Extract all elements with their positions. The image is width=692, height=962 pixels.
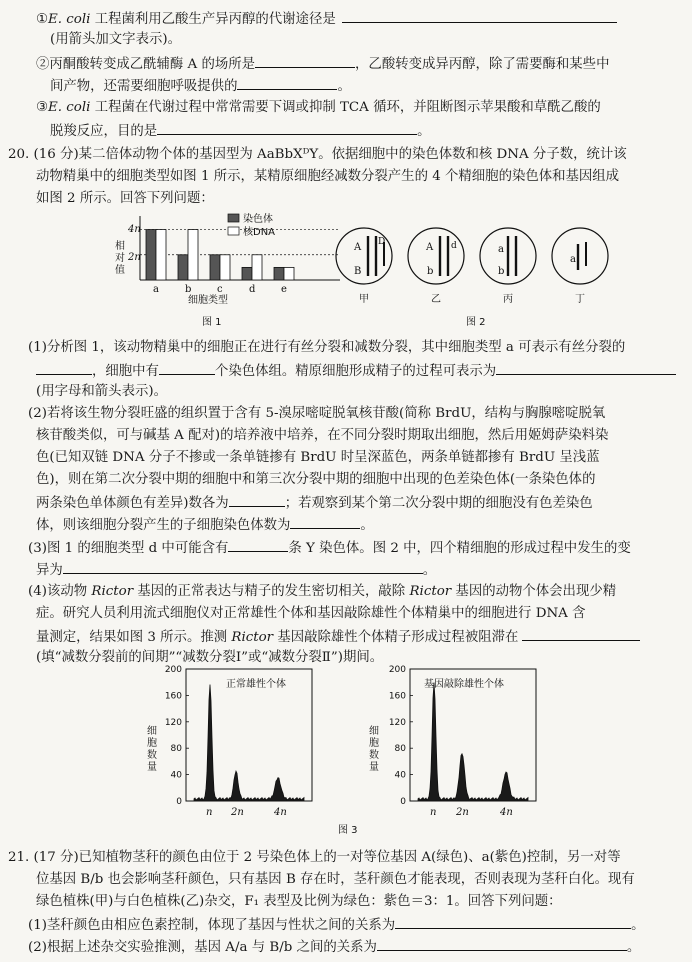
bar-dna [188,230,198,280]
fig3-ytick: 120 [388,717,406,728]
cell-jia [336,228,392,305]
answer-blank[interactable] [255,53,355,68]
fig1-plot [140,216,340,295]
bar-dna [252,255,262,280]
fig3-ytick: 80 [170,744,182,755]
q21-line2: 位基因 B/b 也会影响茎秆颜色，只有基因 B 存在时，茎秆颜色才能表现，否则表现为茎秆白化。现有 [36,872,635,887]
fig1-xtick: c [217,284,223,295]
answer-blank[interactable] [228,537,288,552]
answer-blank[interactable] [159,360,215,375]
fig3-xtick-n: n [206,807,213,818]
fig3-panel-normal [145,665,313,818]
fig3-panel-knockout [367,665,537,818]
bar-chromosome [178,255,188,280]
q20-part3-line1: (3)图 1 的细胞类型 d 中可能含有 条 Y 染色体。图 2 中，四个精细胞的形成过程中发生的变 [28,537,631,559]
fig3-ytick: 40 [394,770,406,781]
fig3-ytick: 0 [176,797,182,807]
q19-item3-cont: 脱羧反应，目的是 。 [50,120,431,142]
cell-label: 甲 [359,294,369,305]
q21-line1: 21. (17 分)已知植物茎秆的颜色由位于 2 号染色体上的一对等位基因 A(绿色)、a(紫色)控制，另一对等 [8,850,621,865]
fig3-panel1-title: 正常雄性个体 [226,679,286,690]
fig3-ytick: 200 [164,665,182,675]
answer-blank[interactable] [342,8,617,23]
bar-chromosome [146,230,156,280]
fig1-ylabel: 相对值 [112,240,124,276]
figure-2-sperm-cells [330,222,630,330]
bar-dna [156,230,166,280]
answer-blank[interactable] [377,936,627,951]
fig1-caption: 图 1 [202,317,222,328]
q21-sub1: (1)茎秆颜色由相应色素控制，体现了基因与性状之间的关系为 。 [28,914,645,936]
fig3-ytick: 120 [164,717,182,728]
fig1-xlabel: 细胞类型 [188,295,228,306]
fig1-xtick: a [153,284,159,295]
q20-intro-1: 20. (16 分)某二倍体动物个体的基因型为 AaBbXᴰY。依据细胞中的染色体数和核 DNA 分子数，统计该 [8,147,627,162]
q19-item2: ②丙酮酸转变成乙酰辅酶 A 的场所是 ，乙酸转变成异丙醇，除了需要酶和某些中 [36,53,609,75]
legend-dna: 核DNA [243,227,276,238]
gene-label: a [498,244,504,255]
q21-line3: 绿色植株(甲)与白色植株(乙)杂交，F₁ 表型及比例为绿色：紫色＝3：1。回答下列问题： [36,894,562,909]
q20-part2-line1: (2)若将该生物分裂旺盛的组织置于含有 5-溴尿嘧啶脱氧核苷酸(简称 BrdU，结构与胸腺嘧啶脱氧 [28,406,606,421]
fig3-ytick: 200 [388,665,406,675]
figure-3-flow-cytometry [140,665,540,837]
fig3-yticks [165,665,189,807]
bar-dna [220,255,230,280]
gene-label: A [354,242,362,253]
legend-chromosome-swatch [228,214,239,222]
answer-blank[interactable] [229,492,285,507]
histogram-normal [194,685,304,802]
fig3-ylabel: 细胞数量 [144,725,156,773]
q19-item3: ③E. coli 工程菌在代谢过程中常常需要下调或抑制 TCA 循环，并阻断图示苹果酸和草酰乙酸的 [36,100,601,115]
bar-dna [284,267,294,280]
q20-part2-line6: 体，则该细胞分裂产生的子细胞染色体数为 。 [36,514,374,536]
bar-chromosome [210,255,220,280]
gene-label: d [451,241,457,251]
fig3-ytick: 80 [394,744,406,755]
fig3-xtick-2n: 2n [456,807,469,818]
q19-item2-cont: 间产物，还需要细胞呼吸提供的 。 [50,75,351,97]
fig3-xtick-4n: 4n [274,807,287,818]
fig3-ytick: 40 [170,770,182,781]
legend-chromosome: 染色体 [243,214,273,225]
answer-blank[interactable] [496,360,676,375]
answer-blank[interactable] [63,559,423,574]
histogram-knockout [418,683,528,802]
q20-intro-2: 动物精巢中的细胞类型如图 1 所示，某精原细胞经减数分裂产生的 4 个精细胞的染色体和基因组成 [36,169,620,184]
fig3-caption: 图 3 [338,825,358,836]
gene-label: B [354,266,362,277]
gene-label: b [498,266,505,277]
q20-part2-line3: 色(已知双链 DNA 分子不掺或一条单链掺有 BrdU 时呈深蓝色，两条单链都掺有 BrdU 呈浅蓝 [36,450,600,465]
fig3-ytick: 0 [400,797,406,807]
q19-item1-note: (用箭头加文字表示)。 [50,32,181,47]
q21-sub2: (2)根据上述杂交实验推测，基因 A/a 与 B/b 之间的关系为 。 [28,936,640,958]
cell-label: 丙 [503,294,513,305]
cell-bing [480,228,536,305]
q20-part4-line2: 症。研究人员利用流式细胞仪对正常雄性个体和基因敲除雄性个体精巢中的细胞进行 DNA 含 [36,606,586,621]
fig1-xtick: d [249,284,256,295]
cell-membrane [408,228,464,284]
answer-blank[interactable] [36,360,92,375]
cell-label: 丁 [575,294,585,305]
cell-yi [408,228,464,305]
fig3-xtick-2n: 2n [231,807,244,818]
q19-item1: ①E. coli 工程菌利用乙酸生产异丙醇的代谢途径是 [36,8,617,30]
fig1-xtick: b [185,284,192,295]
q20-part2-line5: 两条染色单体颜色有差异)数各为 ；若观察到某个第二次分裂中期的细胞没有色差染色 [36,492,593,514]
legend-dna-swatch [228,227,239,235]
q20-part2-line2: 核苷酸类似，可与碱基 A 配对)的培养液中培养，在不同分裂时期取出细胞，然后用姬姆萨染料染 [36,428,609,443]
fig3-xtick-4n: 4n [500,807,513,818]
answer-blank[interactable] [157,120,417,135]
answer-blank[interactable] [290,514,360,529]
figure-1-bar-chart [100,210,340,330]
fig2-caption: 图 2 [466,317,486,328]
fig1-ytick-2n: 2n [128,252,141,263]
cell-membrane [552,228,608,284]
cell-ding [552,228,608,305]
fig1-xtick: e [281,284,287,295]
answer-blank[interactable] [237,75,337,90]
fig3-xtick-n: n [430,807,437,818]
fig3-ytick: 160 [388,691,406,702]
gene-label: a [570,254,576,265]
answer-blank[interactable] [395,914,631,929]
gene-label: b [427,266,434,277]
q20-part4-line4: (填“减数分裂前的间期”“减数分裂Ⅰ”或“减数分裂Ⅱ”)期间。 [36,650,384,665]
fig3-ytick: 160 [164,691,182,702]
q20-part3-line2: 异为 。 [36,559,436,581]
bar-chromosome [274,267,284,280]
bar-chromosome [242,267,252,280]
q20-intro-3: 如图 2 所示。回答下列问题： [36,191,214,206]
fig3-ylabel: 细胞数量 [366,725,378,773]
q20-part1-line1: (1)分析图 1，该动物精巢中的细胞正在进行有丝分裂和减数分裂，其中细胞类型 a 可表示有丝分裂的 [28,340,626,355]
fig3-yticks [389,665,413,807]
fig3-panel2-title: 基因敲除雄性个体 [424,679,504,690]
q20-part4-line1: (4)该动物 Rictor 基因的正常表达与精子的发生密切相关，敲除 Rictor 基因的动物个体会出现少精 [28,584,617,599]
cell-label: 乙 [431,294,441,305]
q20-part4-line3: 量测定，结果如图 3 所示。推测 Rictor 基因敲除雄性个体精子形成过程被阻滞在 [36,626,640,648]
fig1-ytick-4n: 4n [128,224,141,235]
q20-part1-line3: (用字母和箭头表示)。 [36,384,167,399]
answer-blank[interactable] [522,626,640,641]
q20-part2-line4: 色)，则在第二次分裂中期的细胞中和第三次分裂中期的细胞中出现的色差染色体(一条染色体的 [36,472,596,487]
q20-part1-line2: ，细胞中有 个染色体组。精原细胞形成精子的过程可表示为 [36,360,676,382]
gene-label: A [426,242,434,253]
gene-label: D [378,237,386,247]
